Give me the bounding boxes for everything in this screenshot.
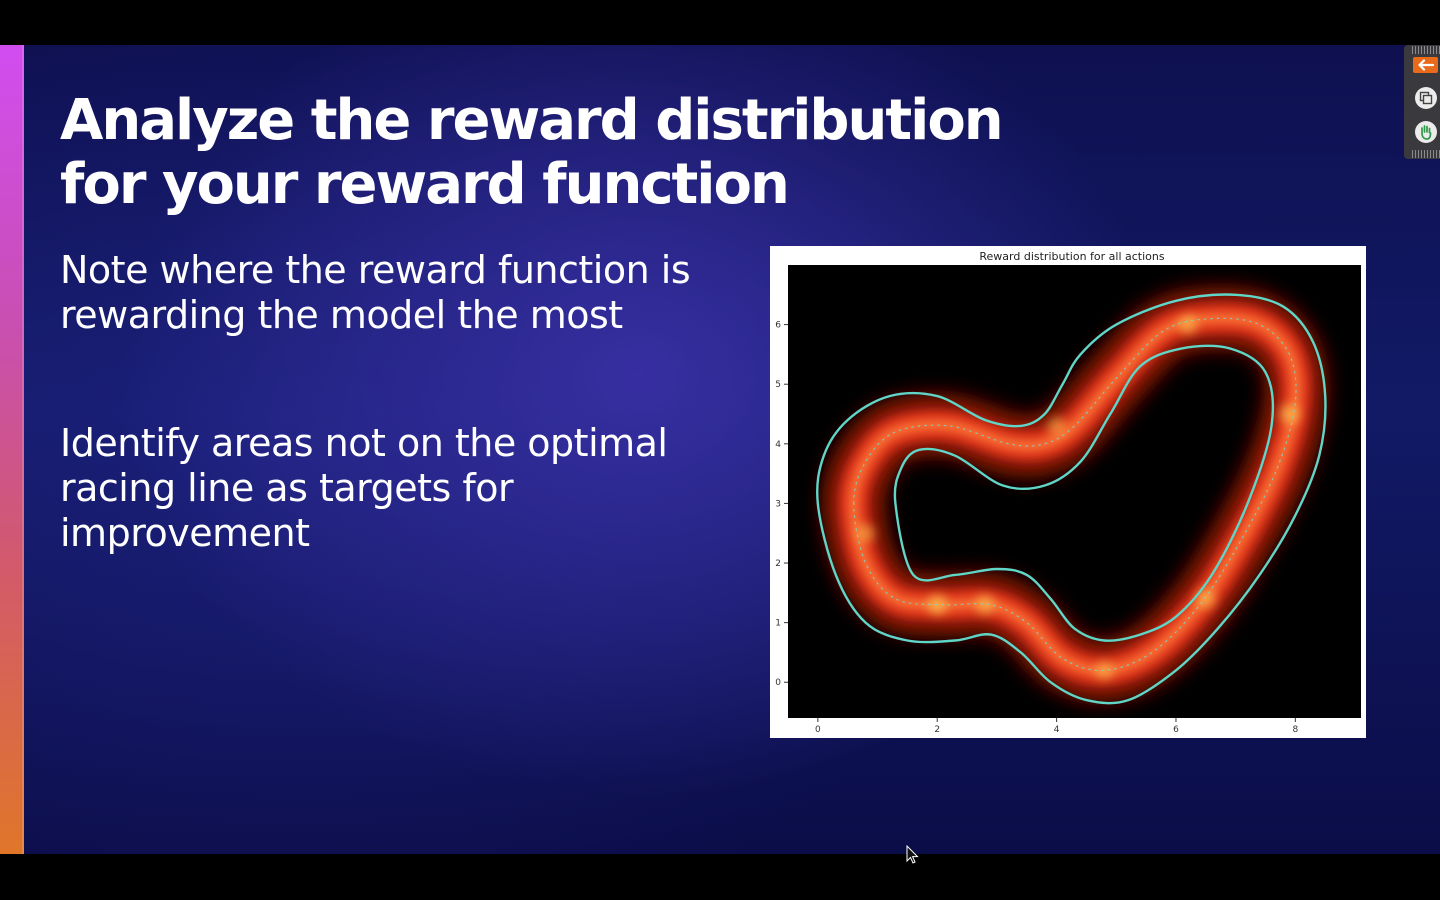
x-tick-label-0: 0 xyxy=(814,725,821,735)
y-tick-label-2: 2 xyxy=(775,559,781,570)
mouse-cursor-icon xyxy=(906,845,920,865)
x-tick-label-4: 4 xyxy=(1053,725,1060,735)
y-tick-label-0: 0 xyxy=(775,678,781,689)
accent-bar xyxy=(0,45,24,854)
heat-hotspot-2 xyxy=(1047,417,1065,435)
back-button[interactable] xyxy=(1413,57,1438,73)
bullet-2 xyxy=(60,421,750,556)
bullet-2-line-1: Identify areas not on the optimal xyxy=(60,421,668,465)
bullet-2-line-2: racing line as targets for xyxy=(60,466,514,510)
letterbox-top xyxy=(0,0,1440,45)
x-tick-label-6: 6 xyxy=(1173,725,1179,735)
presentation-slide xyxy=(0,45,1440,854)
heat-hotspot-6 xyxy=(1095,661,1113,679)
toolbar-grip-bottom[interactable] xyxy=(1412,150,1440,158)
raise-hand-button[interactable] xyxy=(1413,119,1438,144)
bullet-1 xyxy=(60,248,750,338)
arrow-left-icon xyxy=(1417,59,1435,71)
y-tick-label-3: 3 xyxy=(775,499,781,510)
heat-hotspot-3 xyxy=(856,524,874,542)
bullet-1-line-2: rewarding the model the most xyxy=(60,293,623,337)
presenter-toolbar xyxy=(1404,45,1440,159)
bullet-2-line-3: improvement xyxy=(60,511,310,555)
bullet-1-line-1: Note where the reward function is xyxy=(60,248,691,292)
y-tick-label-5: 5 xyxy=(775,380,781,391)
reward-heatmap-chart xyxy=(770,246,1366,738)
copy-icon xyxy=(1419,91,1433,105)
x-tick-label-8: 8 xyxy=(1292,725,1299,735)
heat-hotspot-7 xyxy=(1178,315,1197,334)
slide-title xyxy=(60,89,1020,217)
chart-title: Reward distribution for all actions xyxy=(979,250,1165,263)
slide-title-line-1: Analyze the reward distribution xyxy=(60,88,1002,153)
reward-heatmap-figure xyxy=(770,246,1366,738)
letterbox-bottom xyxy=(0,854,1440,900)
y-tick-label-4: 4 xyxy=(775,439,781,450)
y-tick-label-6: 6 xyxy=(775,320,781,331)
x-tick-label-2: 2 xyxy=(934,725,941,735)
raise-hand-icon xyxy=(1419,124,1433,140)
slide-title-line-2: for your reward function xyxy=(60,152,788,217)
heat-hotspot-1 xyxy=(975,595,994,614)
heat-hotspot-4 xyxy=(1279,404,1299,424)
copy-button[interactable] xyxy=(1413,85,1438,110)
toolbar-grip-top[interactable] xyxy=(1412,46,1440,54)
y-tick-label-1: 1 xyxy=(775,618,781,629)
